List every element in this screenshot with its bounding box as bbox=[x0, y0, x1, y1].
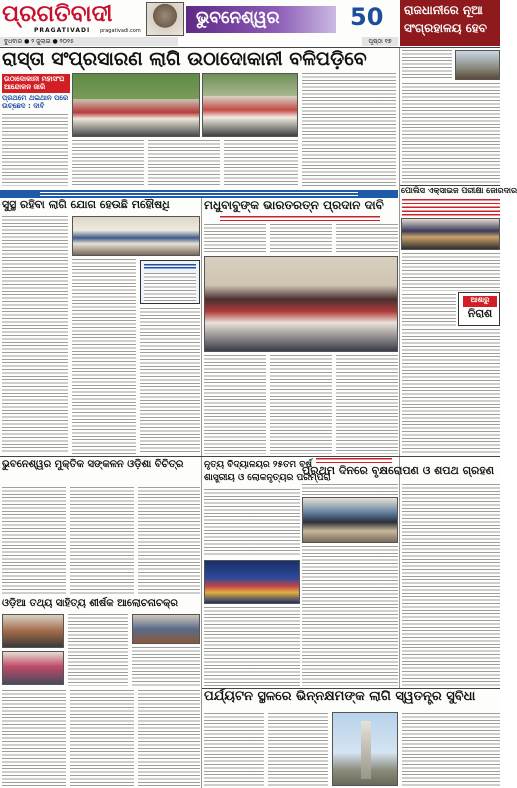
body-text bbox=[2, 216, 68, 454]
column-rule bbox=[399, 48, 400, 688]
body-text bbox=[402, 83, 500, 183]
column-rule bbox=[201, 198, 202, 456]
dance-headline-line2[interactable]: ଶାସ୍ତ୍ରୀୟ ଓ ଲୋକନୃତ୍ୟର ପରମ୍ପରା bbox=[204, 473, 331, 483]
bhubaneswar-headline[interactable]: ଭୁବନେଶ୍ୱର ମୁକ୍ତିକ ସଙ୍କଳନ ଓଡ଼ିଶା ବିଚିତ୍ର bbox=[2, 459, 184, 470]
dance-performance-photo bbox=[204, 560, 300, 604]
anniversary-number: 50 bbox=[350, 3, 384, 31]
lead-headline[interactable]: ରାସ୍ତା ସଂପ୍ରସାରଣ ଲାଗି ଉଠାଦୋକାନୀ ବଳିପଡ଼ିବେ bbox=[2, 48, 367, 70]
edition-name: ଭୁବନେଶ୍ୱର bbox=[196, 8, 280, 28]
body-text bbox=[402, 294, 456, 326]
protest-photo bbox=[202, 73, 298, 137]
body-text bbox=[70, 487, 134, 595]
body-text bbox=[138, 487, 200, 595]
anniversary-logo bbox=[342, 2, 396, 36]
body-text bbox=[302, 546, 398, 686]
masthead-website[interactable]: pragativadi.com bbox=[100, 28, 141, 34]
section-band bbox=[0, 190, 398, 198]
lead-kicker: ଉଠାଦୋକାନୀ ମହାସଂଘ ଆନ୍ଦୋଳନ ଜାରି bbox=[2, 74, 70, 93]
body-text bbox=[402, 253, 500, 291]
body-text bbox=[70, 690, 134, 786]
police-subhead bbox=[402, 199, 500, 216]
protest-photo bbox=[72, 73, 200, 137]
section-band-text bbox=[40, 192, 358, 196]
dateline: ବୁଧବାର ● ୨ ଜୁଲାଇ ● ୨୦୨୫ bbox=[0, 37, 178, 46]
masthead-logo-latin: PRAGATIVADI bbox=[34, 27, 91, 34]
body-text bbox=[270, 355, 332, 454]
seminar-photo bbox=[2, 651, 64, 685]
madhubabu-event-photo bbox=[204, 256, 398, 352]
plantation-headline[interactable]: ପ୍ରଥମ ଦିନରେ ବୃକ୍ଷରୋପଣ ଓ ଶପଥ ଗ୍ରହଣ bbox=[302, 464, 495, 477]
body-text bbox=[132, 647, 200, 686]
masthead-logo[interactable]: ପ୍ରଗତିବାଦୀ bbox=[2, 1, 113, 27]
plantation-photo bbox=[302, 497, 398, 543]
body-text bbox=[336, 224, 398, 254]
body-text bbox=[224, 140, 298, 187]
body-text bbox=[402, 713, 500, 786]
yoga-event-photo bbox=[72, 216, 200, 256]
seminar-photo bbox=[132, 614, 200, 644]
asha-box-top: ଆଶାରୁ bbox=[463, 296, 497, 307]
seminar-photo bbox=[2, 614, 64, 648]
body-text bbox=[268, 713, 328, 786]
police-headline[interactable]: ପୋଲିସ ଏକ୍ସାଇଜ ପରୀକ୍ଷା ଜୋରଦାର bbox=[401, 186, 517, 195]
page-number: ପୃଷ୍ଠା ୧୭ bbox=[362, 37, 398, 46]
body-text bbox=[140, 308, 200, 454]
dance-headline-line1[interactable]: ନୃତ୍ୟ ବିଦ୍ୟାଳୟର ୨୫ତମ ବର୍ଷ bbox=[204, 460, 313, 470]
asha-box bbox=[458, 292, 500, 326]
madhubabu-headline[interactable]: ମଧୁବାବୁଙ୍କ ଭାରତରତ୍ନ ପ୍ରଦାନ ଦାବି bbox=[204, 198, 384, 212]
yoga-sidebar-box bbox=[140, 260, 200, 304]
madhubabu-subhead bbox=[220, 216, 380, 221]
lead-subhead: ପ୍ରଥମେ ଥଇଥାନ ପରେ ଉଚ୍ଛେଦ : ଦାବି bbox=[2, 94, 69, 111]
body-text bbox=[204, 607, 300, 686]
body-text bbox=[302, 73, 396, 187]
museum-photo bbox=[455, 50, 500, 80]
body-text bbox=[204, 355, 266, 454]
body-text bbox=[2, 114, 68, 186]
top-right-headline-line1: ରାଜଧାନୀରେ ନୂଆ bbox=[404, 3, 483, 17]
yoga-sidebar-heading bbox=[144, 264, 196, 270]
body-text bbox=[144, 273, 196, 303]
body-text bbox=[138, 690, 200, 786]
plantation-kicker bbox=[316, 458, 392, 463]
body-text bbox=[204, 224, 266, 254]
monument-tower bbox=[361, 721, 371, 779]
edition-banner bbox=[186, 6, 336, 33]
body-text bbox=[402, 329, 500, 455]
body-text bbox=[402, 50, 452, 80]
body-text bbox=[270, 224, 332, 254]
monument-photo bbox=[332, 712, 398, 786]
tourism-headline[interactable]: ପର୍ଯ୍ୟଟନ ସ୍ଥଳରେ ଭିନ୍ନକ୍ଷମଙ୍କ ଲାଗି ସ୍ୱତନ୍ତ୍ର ସୁବିଧା bbox=[204, 689, 476, 704]
body-text bbox=[2, 690, 66, 786]
asha-box-bottom: ନିରାଶ bbox=[467, 307, 493, 320]
section-divider bbox=[0, 456, 500, 457]
body-text bbox=[302, 484, 398, 495]
top-right-headline-box bbox=[400, 0, 500, 46]
column-rule bbox=[201, 457, 202, 788]
body-text bbox=[72, 140, 144, 187]
body-text bbox=[336, 355, 398, 454]
body-text bbox=[402, 484, 500, 686]
body-text bbox=[72, 259, 136, 454]
statue-photo bbox=[146, 2, 184, 36]
top-right-headline-line2: ସଂଗ୍ରହାଳୟ ହେବ bbox=[404, 21, 487, 35]
body-text bbox=[204, 713, 264, 786]
body-text bbox=[2, 487, 66, 595]
body-text bbox=[68, 614, 128, 686]
body-text bbox=[204, 489, 300, 557]
police-photo bbox=[401, 218, 500, 250]
seminar-headline[interactable]: ଓଡ଼ିଆ ତଥ୍ୟ ସାହିତ୍ୟ ଶୀର୍ଷକ ଆଲୋଚନାଚକ୍ର bbox=[2, 598, 178, 609]
body-text bbox=[148, 140, 220, 187]
yoga-headline[interactable]: ସୁସ୍ଥ ରହିବା ଲାଗି ଯୋଗ ହେଉଛି ମହୌଷଧି bbox=[2, 198, 170, 211]
